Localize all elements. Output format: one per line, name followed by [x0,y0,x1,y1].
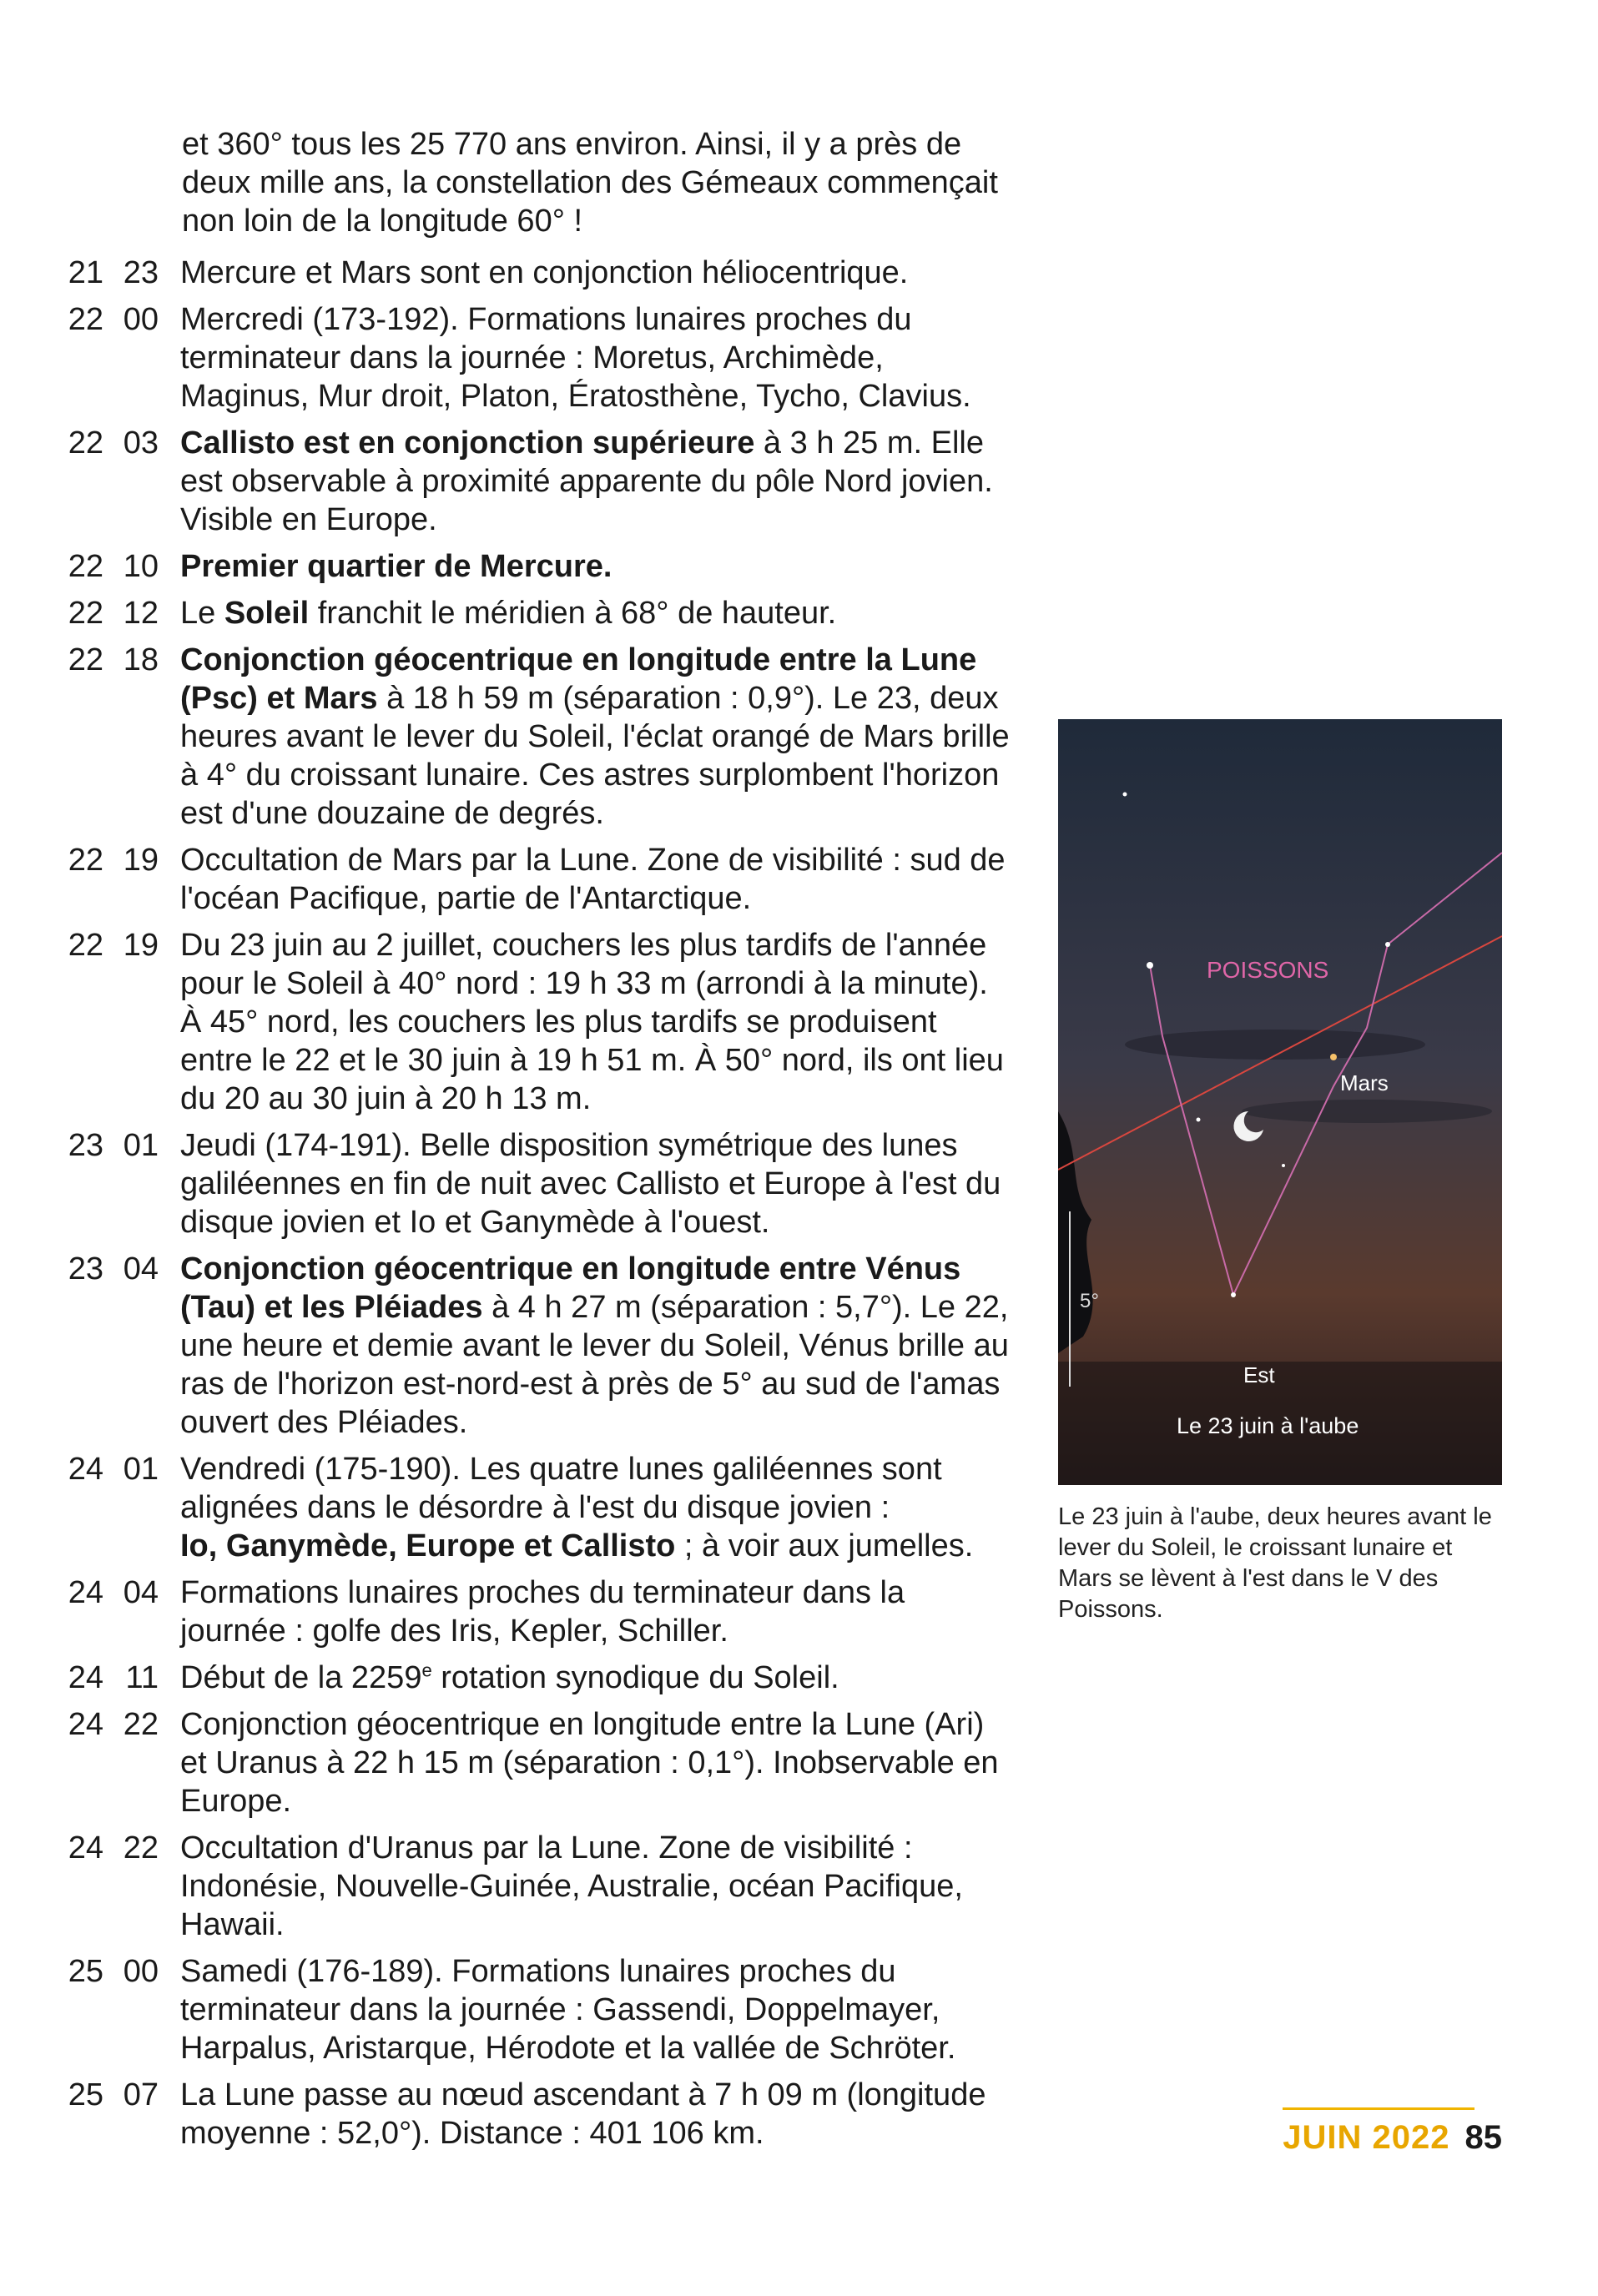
entry-row [58,1573,1018,1650]
entry-day: 22 [68,549,103,584]
entry-text [180,254,1015,292]
entry-hour: 19 [123,928,159,963]
entry-hour: 01 [123,1452,159,1487]
entry-day: 22 [68,425,103,461]
entry-day: 24 [68,1830,103,1866]
entry-row [58,641,1018,833]
intro-paragraph: et 360° tous les 25 770 ans environ. Ainsi, il y a près de deux mille ans, la constellation des Gémeaux commençait non loin de la longitude 60° ! [182,127,998,239]
entry-hour: 04 [123,1251,159,1286]
star [1197,1118,1201,1122]
entry-day: 24 [68,1707,103,1742]
entry-day: 21 [68,255,103,290]
page-number: 85 [1464,2119,1502,2156]
entry-day: 22 [68,928,103,963]
figure-caption: Le 23 juin à l'aube, deux heures avant le lever du Soleil, le croissant lunaire et Mars se lèvent à l'est dans le V des Poissons. [1058,1503,1492,1623]
entry-hour: 00 [123,1954,159,1989]
star [1385,942,1390,947]
mars-dot [1330,1054,1337,1060]
entry-text-body: Conjonction géocentrique en longitude entre la Lune (Ari) et Uranus à 22 h 15 m (séparation : 0,1°). Inobservable en Europe. [180,1707,999,1819]
entry-text [180,1573,1015,1650]
entry-hour: 00 [123,302,159,337]
entry-text-body: franchit le méridien à 68° de hauteur. [309,596,837,631]
page-footer [1283,2119,1502,2157]
entry-text-body: Début de la 2259 [180,1660,422,1695]
entry-text-bold: Conjonction géocentrique en longitude entre Vénus (Tau) et les Pléiades [180,1251,961,1325]
footer-month: JUIN 2022 [1283,2119,1450,2156]
entry-row [58,926,1018,1118]
entry-text-pre: Le [180,596,224,631]
entry-text [180,1705,1015,1820]
footer-rule [1283,2107,1474,2110]
entry-text-body: Jeudi (174-191). Belle disposition symétrique des lunes galiléennes en fin de nuit avec Callisto et Europe à l'est du disque jovien et Io et Ganymède à l'ouest. [180,1128,1001,1240]
entry-row [58,1450,1018,1565]
star [1147,962,1153,969]
sky-chart [1058,719,1502,1485]
entry-hour: 12 [123,596,159,631]
entry-hour: 18 [123,642,159,677]
entry-day: 23 [68,1251,103,1286]
entry-text [180,1952,1015,2067]
entry-row [58,300,1018,415]
entry-day: 24 [68,1660,103,1695]
entry-text-body: Occultation de Mars par la Lune. Zone de visibilité : sud de l'océan Pacifique, partie de l'Antarctique. [180,843,1006,916]
entry-hour: 07 [123,2077,159,2112]
entry-hour: 04 [123,1575,159,1610]
entry-text-body: Samedi (176-189). Formations lunaires proches du terminateur dans la journée : Gassendi, Doppelmayer, Harpalus, Aristarque, Hérodote et la vallée de Schröter. [180,1954,956,2066]
entry-row [58,1829,1018,1944]
entry-text-post: rotation synodique du Soleil. [431,1660,839,1695]
direction-label: Est [1243,1362,1275,1387]
entry-text [180,2076,1015,2152]
entry-hour: 03 [123,425,159,461]
entry-text [180,1829,1015,1944]
entry-row [58,1250,1018,1442]
entry-row [58,1952,1018,2067]
entries-list [58,254,1018,2152]
entry-text [180,300,1015,415]
entry-hour: 22 [123,1707,159,1742]
entry-row [58,1659,1018,1697]
entry-hour: 10 [123,549,159,584]
entry-text-body: Formations lunaires proches du terminateur dans la journée : golfe des Iris, Kepler, Schiller. [180,1575,905,1649]
entry-day: 23 [68,1128,103,1163]
entry-text-bold: Premier quartier de Mercure. [180,549,612,584]
entry-text [180,594,1015,632]
entry-text-body: à 3 h 25 m. Elle est observable à proximité apparente du pôle Nord jovien. Visible en Europe. [180,425,993,537]
entry-day: 24 [68,1452,103,1487]
entry-text [180,641,1015,833]
entry-text-sup: e [421,1659,432,1681]
entry-day: 22 [68,642,103,677]
entry-text-bold: Io, Ganymède, Europe et Callisto [180,1528,676,1563]
entry-text-bold: Soleil [224,596,310,631]
entry-text-body: à 4 h 27 m (séparation : 5,7°). Le 22, une heure et demie avant le lever du Soleil, Vénus brille au ras de l'horizon est-nord-est à près de 5° au sud de l'amas ouvert des Pléiades. [180,1290,1009,1440]
entry-day: 24 [68,1575,103,1610]
entry-day: 25 [68,2077,103,2112]
constellation-label: POISSONS [1207,957,1329,983]
entry-day: 22 [68,302,103,337]
entry-hour: 01 [123,1128,159,1163]
entry-row [58,254,1018,292]
entry-row [58,424,1018,539]
ephemeris-column [58,125,1018,2161]
date-label: Le 23 juin à l'aube [1177,1413,1359,1438]
planet-label: Mars [1340,1070,1389,1095]
entry-text-bold: Conjonction géocentrique en longitude entre la Lune (Psc) et Mars [180,642,977,716]
entry-hour: 19 [123,843,159,878]
entry-text-body: Mercredi (173-192). Formations lunaires proches du terminateur dans la journée : Moretus, Archimède, Maginus, Mur droit, Platon, Ératosthène, Tycho, Clavius. [180,302,971,414]
entry-text [180,926,1015,1118]
entry-row [58,547,1018,586]
entry-text [180,547,1015,586]
entry-text [180,424,1015,539]
entry-text [180,1126,1015,1241]
scale-label: 5° [1080,1290,1099,1312]
entry-text-post: ; à voir aux jumelles. [675,1528,974,1563]
star [1231,1292,1236,1297]
entry-text [180,1250,1015,1442]
entry-hour: 22 [123,1830,159,1866]
entry-text [180,1450,1015,1565]
entry-hour: 23 [123,255,159,290]
cloud [1242,1100,1492,1123]
star [1282,1164,1285,1167]
entry-row [58,1705,1018,1820]
sky-chart-svg [1058,719,1502,1485]
entry-day: 22 [68,843,103,878]
entry-text-body: Du 23 juin au 2 juillet, couchers les plus tardifs de l'année pour le Soleil à 40° nord : 19 h 33 m (arrondi à la minute). À 45° nord, les couchers les plus tardifs se produisent entre le 22 et le 30 juin à 19 h 51 m. À 50° nord, ils ont lieu du 20 au 30 juin à 20 h 13 m. [180,928,1004,1116]
entry-text [180,841,1015,918]
entry-text [180,1659,1015,1697]
entry-text-body: Occultation d'Uranus par la Lune. Zone de visibilité : Indonésie, Nouvelle-Guinée, Australie, océan Pacifique, Hawaii. [180,1830,963,1942]
entry-row [58,841,1018,918]
entry-row [58,594,1018,632]
entry-text-body: La Lune passe au nœud ascendant à 7 h 09 m (longitude moyenne : 52,0°). Distance : 401 106 km. [180,2077,986,2151]
entry-day: 22 [68,596,103,631]
entry-row [58,2076,1018,2152]
entry-text-body: à 18 h 59 m (séparation : 0,9°). Le 23, deux heures avant le lever du Soleil, l'éclat orangé de Mars brille à 4° du croissant lunaire. Ces astres surplombent l'horizon est d'une douzaine de degrés. [180,681,1010,831]
entry-text-body: Mercure et Mars sont en conjonction héliocentrique. [180,255,909,290]
entry-text-body: Vendredi (175-190). Les quatre lunes galiléennes sont alignées dans le désordre à l'est du disque jovien : [180,1452,942,1525]
entry-row [58,1126,1018,1241]
entry-hour: 11 [125,1660,159,1695]
entry-day: 25 [68,1954,103,1989]
star [1123,793,1127,797]
entry-text-bold: Callisto est en conjonction supérieure [180,425,755,461]
